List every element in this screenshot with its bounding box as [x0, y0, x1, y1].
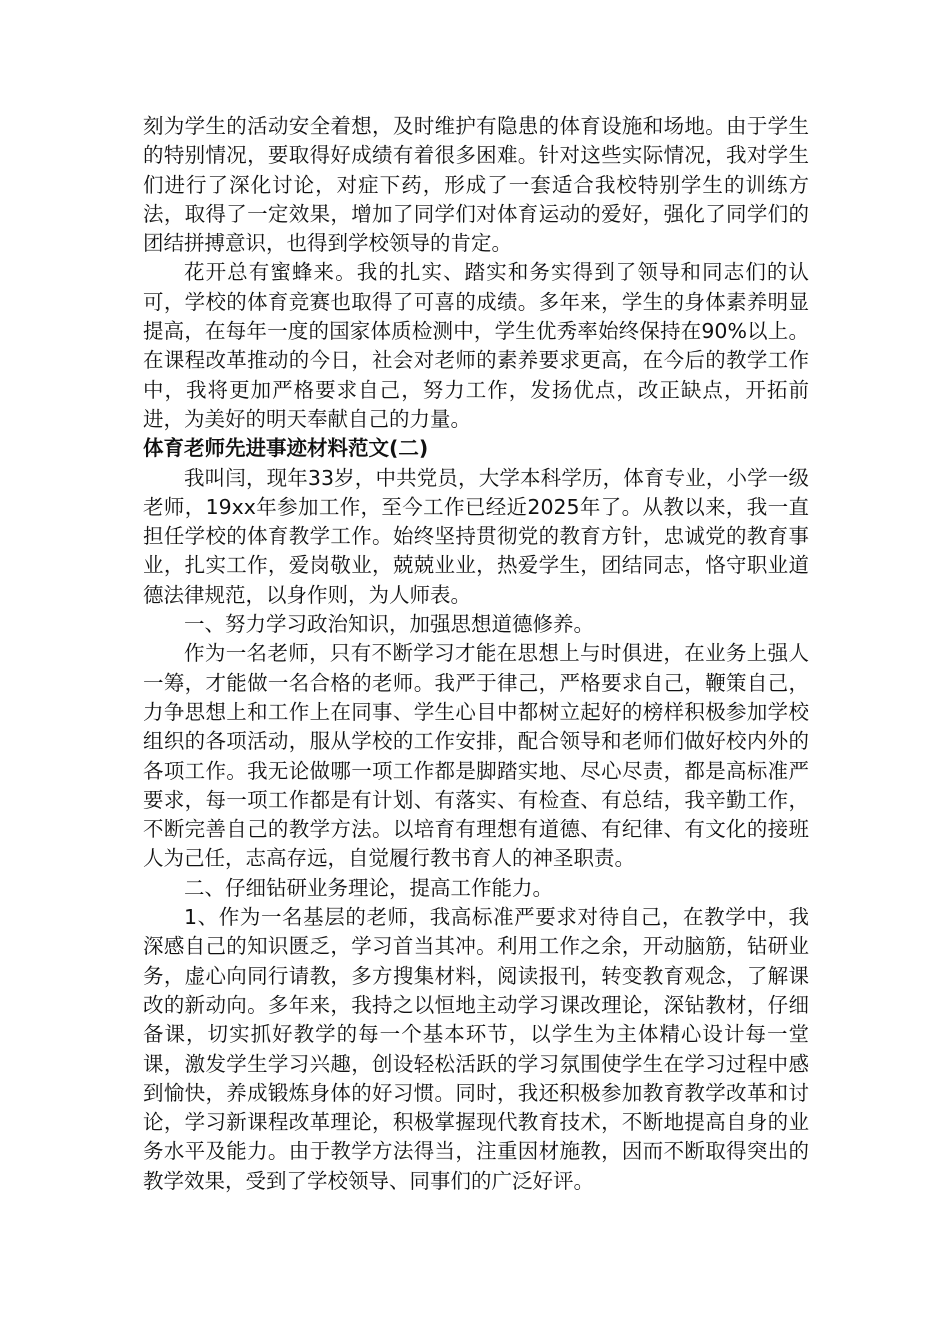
paragraph-safety-training: 刻为学生的活动安全着想，及时维护有隐患的体育设施和场地。由于学生的特别情况，要取得好成绩有着很多困难。针对这些实际情况，我对学生们进行了深化讨论，对症下药，形成了一套适合我校特别学生的训练方法，取得了一定效果，增加了同学们对体育运动的爱好，强化了同学们的团结拼搏意识，也得到学校领导的肯定。: [143, 114, 809, 256]
paragraph-teaching-methods: 1、作为一名基层的老师，我高标准严要求对待自己，在教学中，我深感自己的知识匮乏，学习首当其冲。利用工作之余，开动脑筋，钻研业务，虚心向同行请教，多方搜集材料，阅读报刊，转变教育观念，了解课改的新动向。多年来，我持之以恒地主动学习课改理论，深钻教材，仔细备课，切实抓好教学的每一个基本环节，以学生为主体精心设计每一堂课，激发学生学习兴趣，创设轻松活跃的学习氛围使学生在学习过程中感到愉快，养成锻炼身体的好习惯。同时，我还积极参加教育教学改革和讨论，学习新课程改革理论，积极掌握现代教育技术，不断地提高自身的业务水平及能力。由于教学方法得当，注重因材施教，因而不断取得突出的教学效果，受到了学校领导、同事们的广泛好评。: [143, 905, 809, 1193]
section-heading: 体育老师先进事迹材料范文(二): [143, 436, 429, 461]
subheading-business-theory: 二、仔细钻研业务理论，提高工作能力。: [184, 875, 553, 900]
subheading-political-study: 一、努力学习政治知识，加强思想道德修养。: [184, 612, 594, 637]
document-page: [143, 112, 809, 1196]
paragraph-self-discipline: 作为一名老师，只有不断学习才能在思想上与时俱进，在业务上强人一筹，才能做一名合格的老师。我严于律己，严格要求自己，鞭策自己，力争思想上和工作上在同事、学生心目中都树立起好的榜样积极参加学校组织的各项活动，服从学校的工作安排，配合领导和老师们做好校内外的各项工作。我无论做哪一项工作都是脚踏实地、尽心尽责，都是高标准严要求，每一项工作都是有计划、有落实、有检查、有总结，我辛勤工作，不断完善自己的教学方法。以培育有理想有道德、有纪律、有文化的接班人为己任，志高存远，自觉履行教书育人的神圣职责。: [143, 641, 809, 871]
paragraph-achievements: 花开总有蜜蜂来。我的扎实、踏实和务实得到了领导和同志们的认可，学校的体育竞赛也取得了可喜的成绩。多年来，学生的身体素养明显提高，在每年一度的国家体质检测中，学生优秀率始终保持在90%以上。在课程改革推动的今日，社会对老师的素养要求更高，在今后的教学工作中，我将更加严格要求自己，努力工作，发扬优点，改正缺点，开拓前进，为美好的明天奉献自己的力量。: [143, 260, 809, 431]
paragraph-introduction: 我叫闫，现年33岁，中共党员，大学本科学历，体育专业，小学一级老师，19xx年参加工作，至今工作已经近2025年了。从教以来，我一直担任学校的体育教学工作。始终坚持贯彻党的教育方针，忠诚党的教育事业，扎实工作，爱岗敬业，兢兢业业，热爱学生，团结同志，恪守职业道德法律规范，以身作则，为人师表。: [143, 465, 809, 607]
